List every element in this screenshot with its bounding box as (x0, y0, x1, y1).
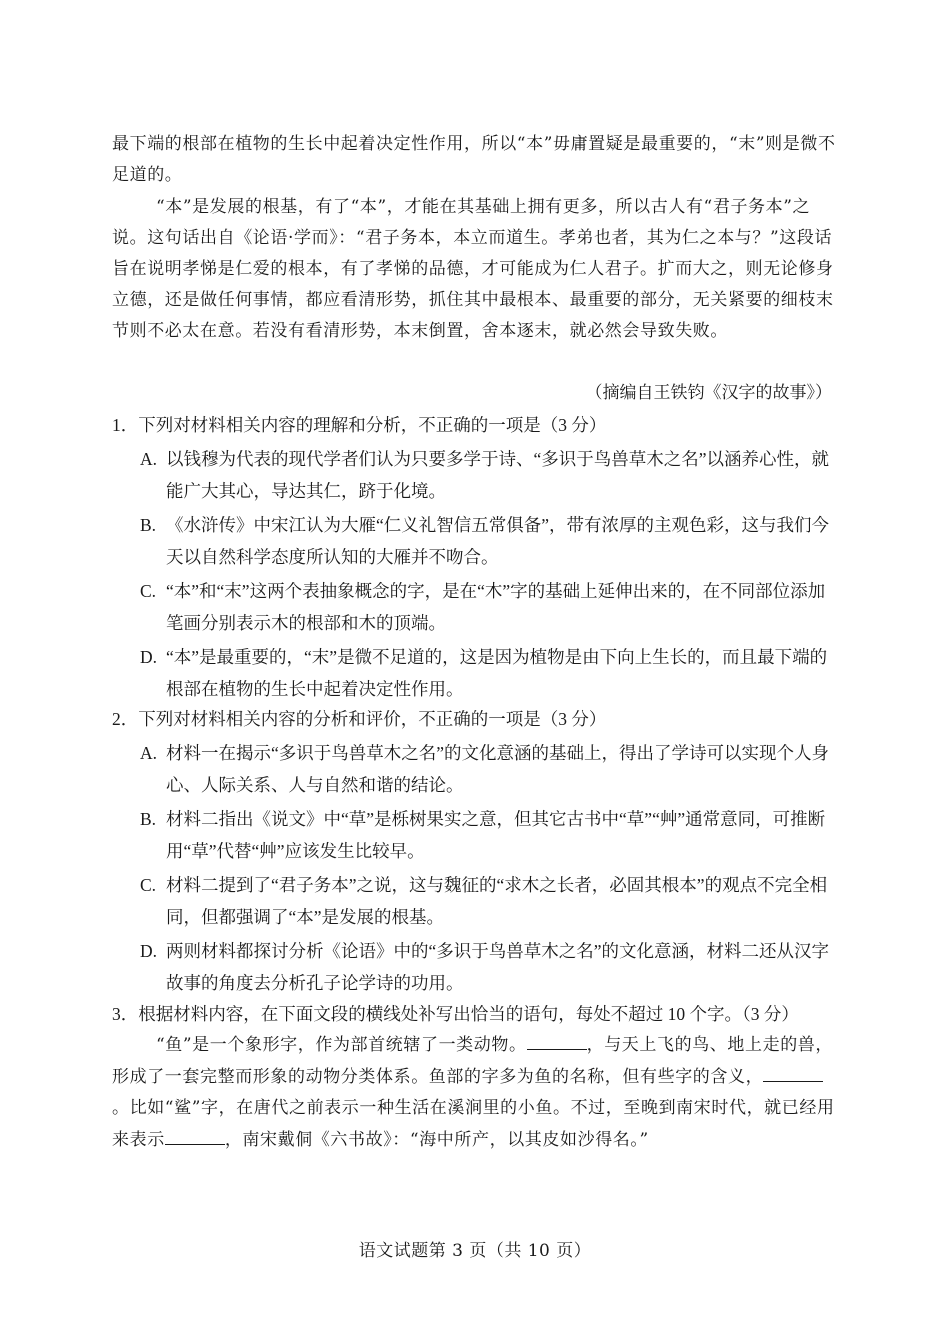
answer-blank-2[interactable] (763, 1065, 823, 1082)
question-1-option-d (140, 641, 840, 705)
question-1 (112, 410, 840, 705)
option-text: 《水浒传》中宋江认为大雁“仁义礼智信五常俱备”，带有浓厚的主观色彩，这与我们今天以自然科学态度所认知的大雁并不吻合。 (166, 515, 830, 567)
question-2-option-d (140, 935, 840, 999)
option-text: 以钱穆为代表的现代学者们认为只要多学于诗、“多识于鸟兽草木之名”以涵养心性，就能广大其心，导达其仁，跻于化境。 (166, 449, 830, 501)
q3-text-segment-4: ，南宋戴侗《六书故》：“海中所产，以其皮如沙得名。” (224, 1129, 649, 1150)
option-letter: B. (140, 515, 157, 535)
option-letter: C. (140, 581, 157, 601)
page-footer: 语文试题第 3 页（共 10 页） (358, 1241, 592, 1261)
option-text: “本”是最重要的，“末”是微不足道的，这是因为植物是由下向上生长的，而且最下端的根部在植物的生长中起着决定性作用。 (166, 647, 828, 699)
option-letter: D. (140, 647, 158, 667)
question-2-option-c (140, 869, 840, 933)
question-1-option-c (140, 575, 840, 639)
option-text: “本”和“末”这两个表抽象概念的字，是在“木”字的基础上延伸出来的，在不同部位添加笔画分别表示木的根部和木的顶端。 (166, 581, 826, 633)
question-3-passage (112, 1030, 840, 1156)
question-3-stem: 3．根据材料内容，在下面文段的横线处补写出恰当的语句，每处不超过 10 个字。（3 分） (112, 1004, 799, 1024)
option-letter: C. (140, 875, 157, 895)
question-1-option-a (140, 443, 840, 507)
option-text: 材料二提到了“君子务本”之说，这与魏征的“求木之长者，必固其根本”的观点不完全相同，但都强调了“本”是发展的根基。 (166, 875, 828, 927)
question-2-option-a (140, 737, 840, 801)
passage-text-2: “本”是发展的根基，有了“本”，才能在其基础上拥有更多，所以古人有“君子务本”之说。这句话出自《论语·学而》：“君子务本，本立而道生。孝弟也者，其为仁之本与？”这段话旨在说明孝悌是仁爱的根本，有了孝悌的品德，才可能成为仁人君子。扩而大之，则无论修身立德，还是做任何事情，都应看清形势，抓住其中最根本、最重要的部分，无关紧要的细枝末节则不必太在意。若没有看清形势，本末倒置，舍本逐末，就必然会导致失败。 (112, 197, 834, 341)
q3-text-segment-1: “鱼”是一个象形字，作为部首统辖了一类动物。 (156, 1035, 527, 1055)
question-2 (112, 704, 840, 999)
passage-paragraph-2 (112, 192, 837, 347)
answer-blank-3[interactable] (165, 1128, 225, 1145)
question-3 (112, 999, 840, 1156)
option-letter: A. (140, 449, 158, 469)
option-text: 两则材料都探讨分析《论语》中的“多识于鸟兽草木之名”的文化意涵，材料二还从汉字故事的角度去分析孔子论学诗的功用。 (166, 941, 830, 993)
option-letter: D. (140, 941, 158, 961)
option-text: 材料一在揭示“多识于鸟兽草木之名”的文化意涵的基础上，得出了学诗可以实现个人身心、人际关系、人与自然和谐的结论。 (166, 743, 830, 795)
question-2-option-b (140, 803, 840, 867)
option-letter: B. (140, 809, 157, 829)
option-letter: A. (140, 743, 158, 763)
q3-text-segment-3: 。比如“鲨”字，在唐代之前表示一种生活在溪涧里的小鱼。不过，至晚到南宋时代，就已经用来表示 (112, 1098, 835, 1150)
answer-blank-1[interactable] (527, 1033, 587, 1050)
passage-text-1: 最下端的根部在植物的生长中起着决定性作用，所以“本”毋庸置疑是最重要的，“末”则是微不足道的。 (112, 134, 836, 185)
passage-paragraph-1 (112, 129, 837, 191)
q3-text-segment-2: ，与天上飞的鸟、地上走的兽，形成了一套完整而形象的动物分类体系。鱼部的字多为鱼的名称，但有些字的含义， (112, 1035, 833, 1087)
option-text: 材料二指出《说文》中“草”是栎树果实之意，但其它古书中“草”“艸”通常意同，可推断用“草”代替“艸”应该发生比较早。 (166, 809, 826, 861)
passage-source: （摘编自王铁钧《汉字的故事》） (585, 383, 832, 403)
question-1-option-b (140, 509, 840, 573)
question-2-stem: 2．下列对材料相关内容的分析和评价，不正确的一项是（3 分） (112, 709, 607, 729)
question-1-stem: 1．下列对材料相关内容的理解和分析，不正确的一项是（3 分） (112, 415, 607, 435)
